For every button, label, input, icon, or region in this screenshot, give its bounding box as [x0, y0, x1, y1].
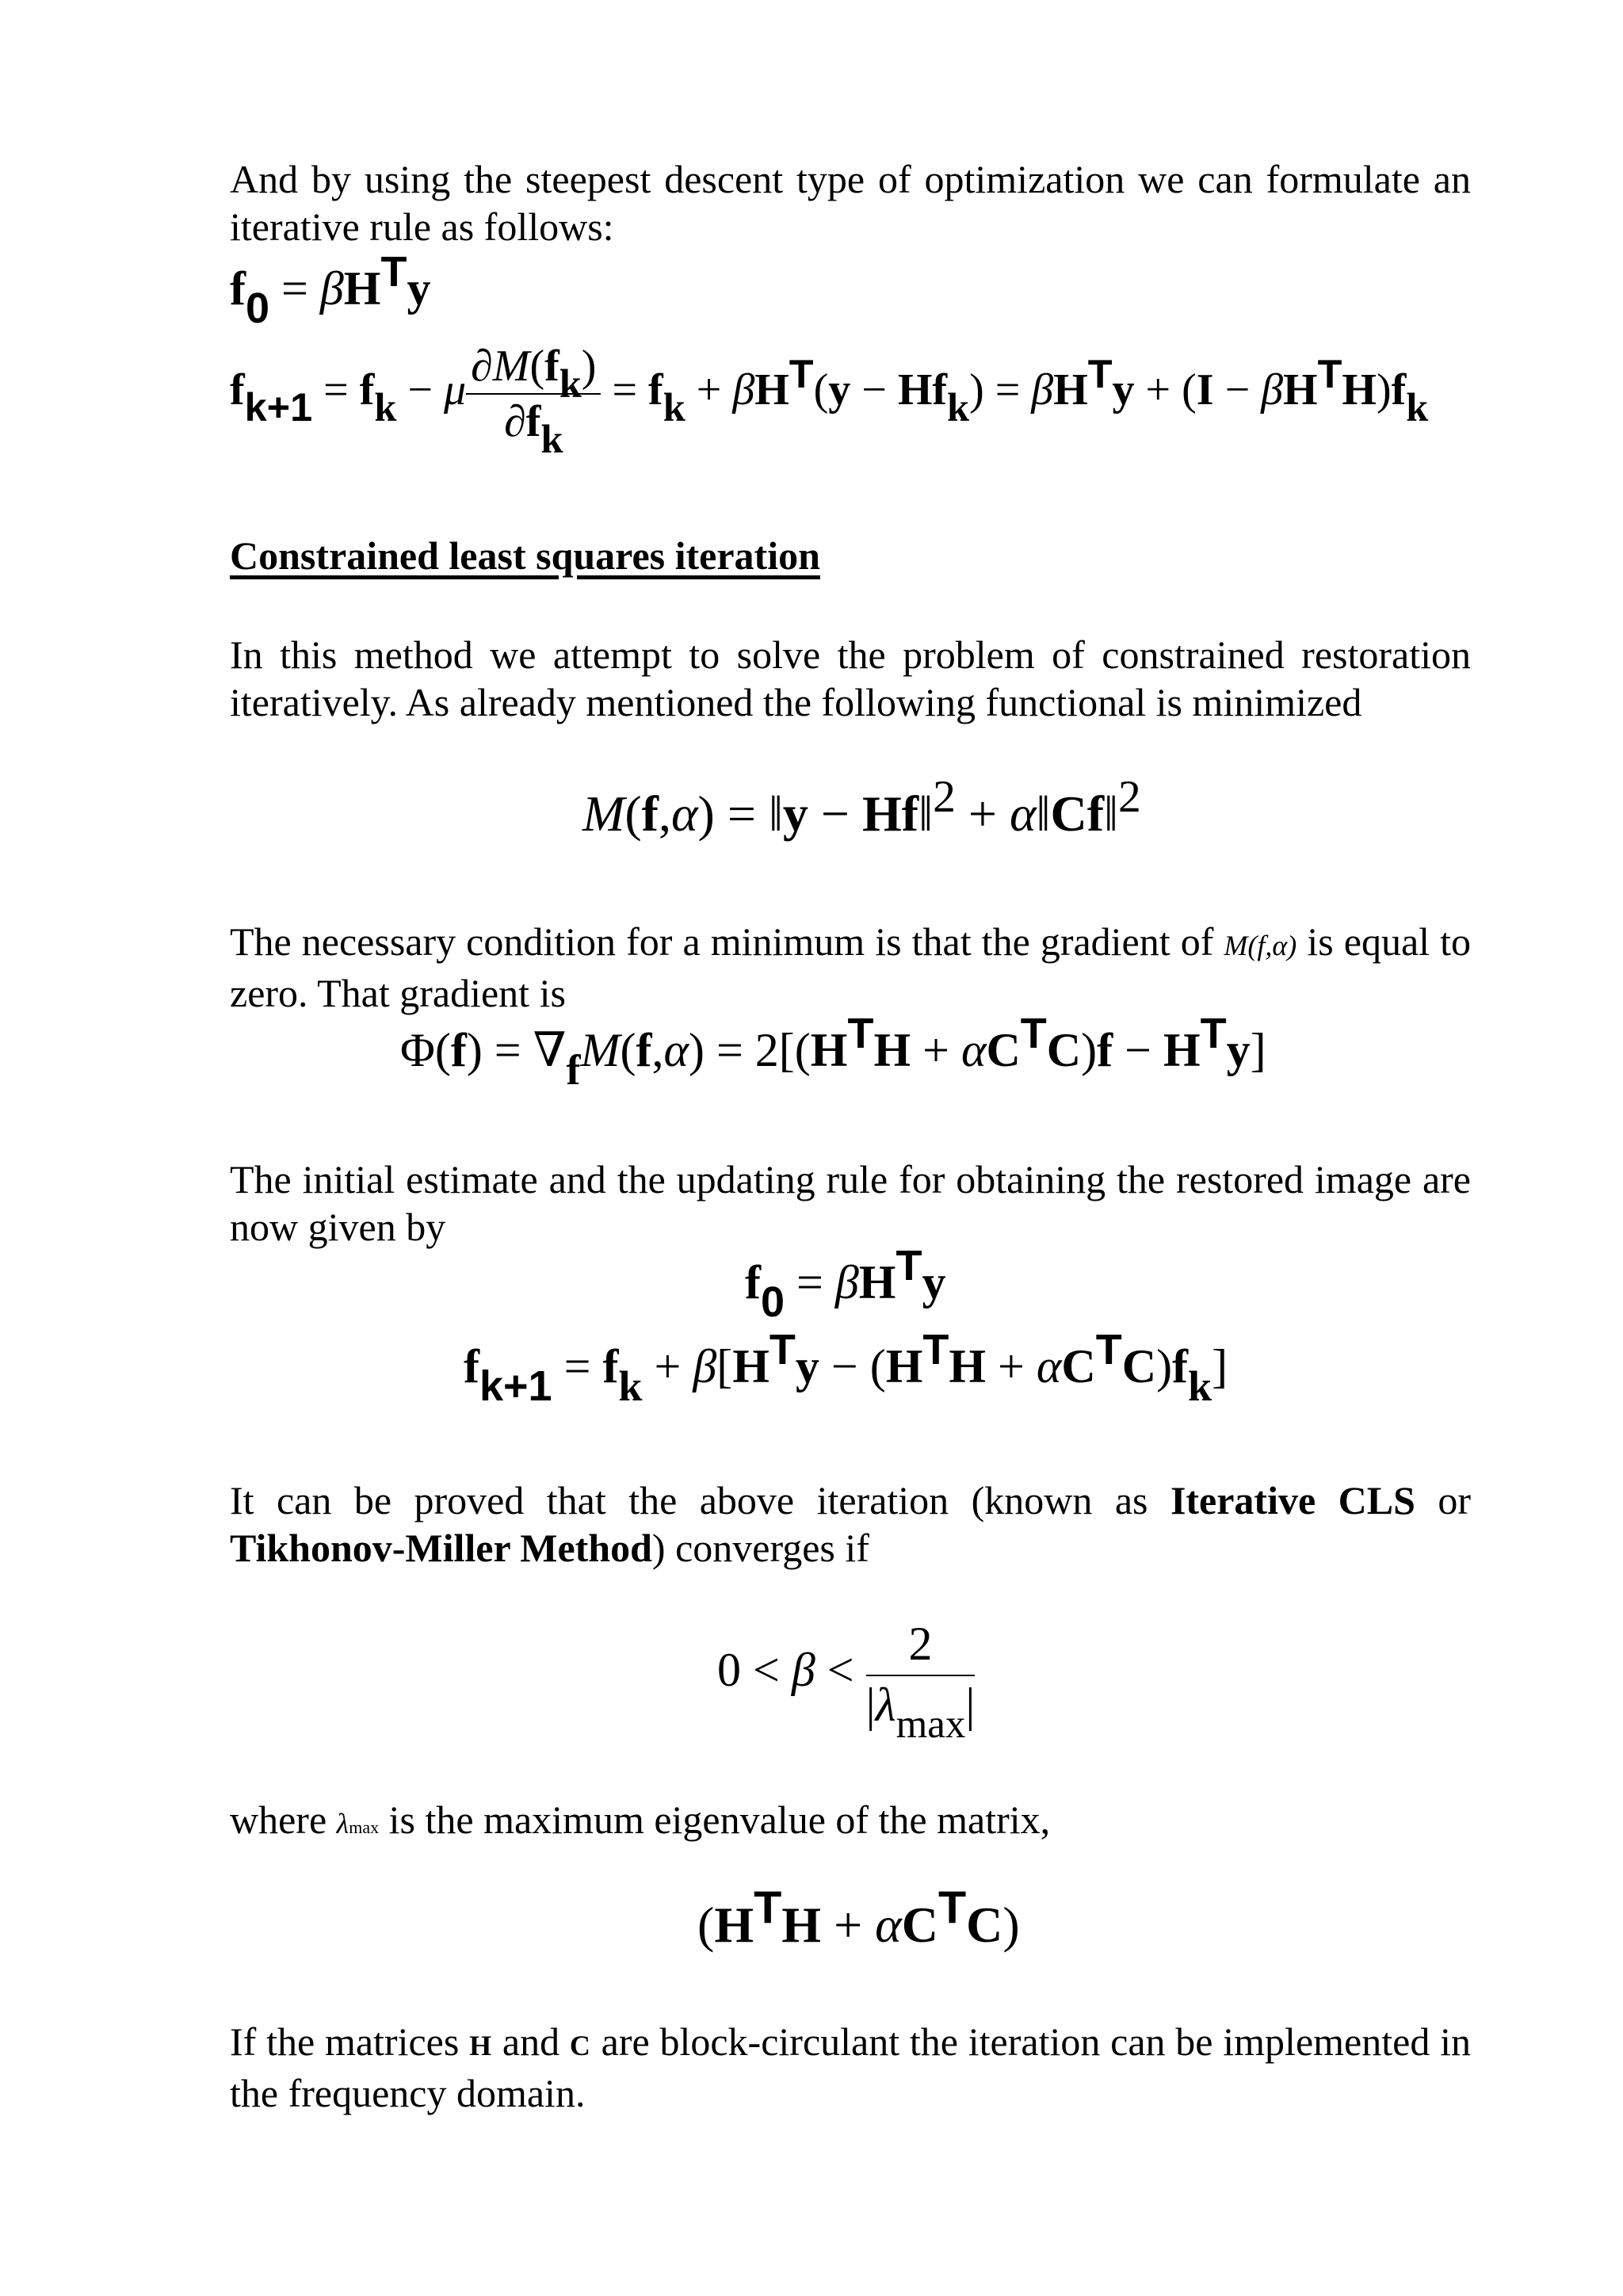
- section-heading: Constrained least squares iteration: [230, 533, 820, 578]
- convergence-bold-iterative-cls: Iterative CLS: [1170, 1478, 1415, 1522]
- final-paragraph: [230, 2018, 1471, 2117]
- condition-paragraph: [230, 918, 1471, 1017]
- equation-convergence-condition: 0 < β < $\frac{2}{|\lambda_{max}|}$: [717, 1618, 976, 1748]
- convergence-text-before: It can be proved that the above iteration (known as: [230, 1478, 1148, 1522]
- convergence-text-after: ) converges if: [651, 1526, 869, 1570]
- lambda-max-symbol: [337, 1808, 379, 1839]
- equation-steepest-descent-update: fk+1 = fk − μ $\frac{\partial M(fk)}{\partial fk}$ = fk + βHT(y − Hfk) = βHTy + (I − βHTH)fk: [230, 342, 1429, 462]
- condition-text-before: The necessary condition for a minimum is that the gradient of: [230, 919, 1214, 964]
- equation-functional: M(f,α) = ‖y − Hf‖2 + α‖Cf‖2: [582, 771, 1141, 842]
- where-text-before: where: [230, 1797, 327, 1842]
- equation-initial-estimate-2: f0 = βHTy: [745, 1242, 946, 1326]
- final-and: and: [502, 2019, 560, 2064]
- where-text-after: is the maximum eigenvalue of the matrix,: [388, 1797, 1051, 1842]
- estimate-paragraph: The initial estimate and the updating rule for obtaining the restored image are now given by: [230, 1157, 1471, 1249]
- equation-matrix: (HTH + αCTC): [697, 1881, 1020, 1953]
- convergence-paragraph: [230, 1477, 1471, 1572]
- where-paragraph: [230, 1796, 1471, 1851]
- method-paragraph: In this method we attempt to solve the problem of constrained restoration iteratively. As already mentioned the following functional is minimized: [230, 632, 1471, 724]
- convergence-or: or: [1438, 1478, 1471, 1522]
- matrix-c-label: C: [569, 2030, 591, 2061]
- lambda-symbol: λ: [336, 1808, 349, 1839]
- equation-gradient: Φ(f) = ∇fM(f,α) = 2[(HTH + αCTC)f − HTy]: [400, 1010, 1266, 1094]
- equation-cls-update: fk+1 = fk + β[HTy − (HTH + αCTC)fk]: [464, 1326, 1228, 1410]
- convergence-bold-tikhonov-miller: Tikhonov-Miller Method: [230, 1526, 652, 1570]
- matrix-h-label: H: [469, 2030, 493, 2061]
- equation-initial-estimate-1: f0 = βHTy: [230, 248, 431, 332]
- lambda-subscript: max: [349, 1817, 380, 1837]
- final-text-2: are block-circulant the iteration can be implemented in the frequency domain.: [230, 2019, 1471, 2115]
- condition-text-after: is equal to zero. That gradient is: [230, 919, 1471, 1015]
- final-text-1: If the matrices: [230, 2019, 460, 2064]
- condition-inline-symbol: M(f,α): [1224, 930, 1297, 961]
- intro-paragraph: And by using the steepest descent type of optimization we can formulate an iterative rule as follows:: [230, 157, 1471, 249]
